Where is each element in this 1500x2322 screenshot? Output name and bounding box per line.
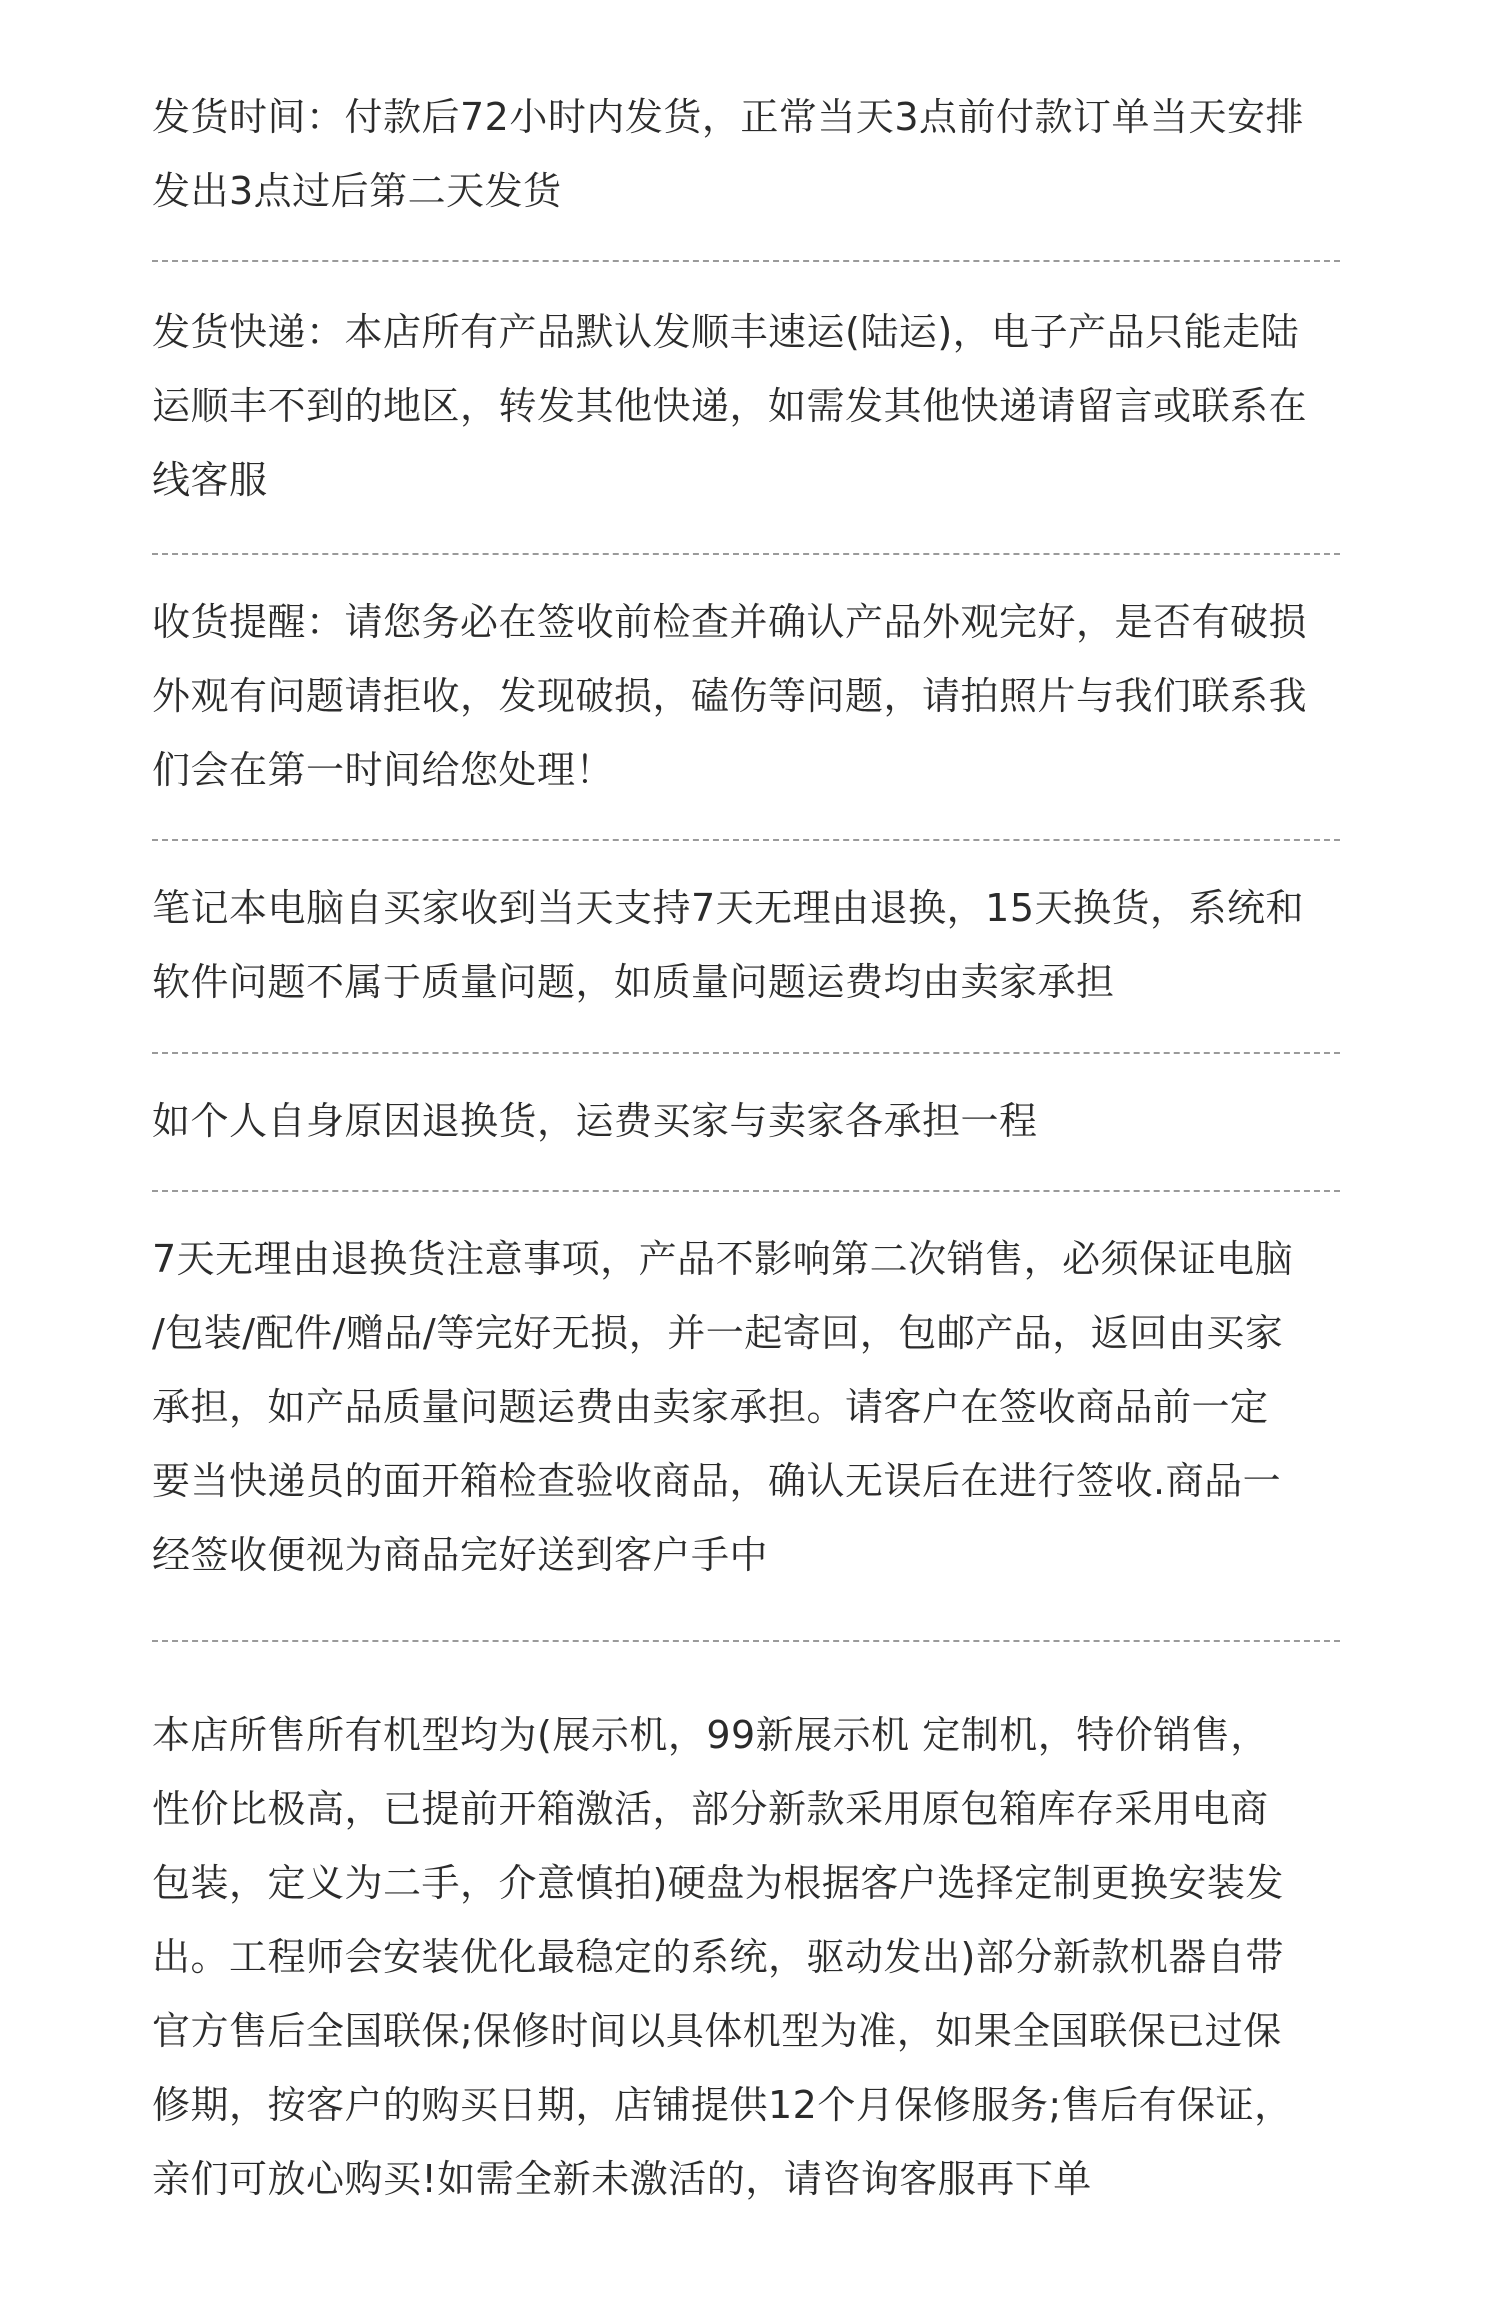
personal-return-section: [152, 1084, 1352, 1158]
return-policy-section: [152, 871, 1352, 1019]
text-line: 线客服: [152, 458, 268, 502]
text-line: 本店所售所有机型均为(展示机，99新展示机 定制机，特价销售，: [152, 1713, 1269, 1757]
text-line: 亲们可放心购买!如需全新未激活的，请咨询客服再下单: [152, 2157, 1092, 2201]
text-line: 发货时间：付款后72小时内发货，正常当天3点前付款订单当天安排: [152, 95, 1305, 139]
text-line: 收货提醒：请您务必在签收前检查并确认产品外观完好，是否有破损: [152, 600, 1308, 644]
policy-document: [152, 80, 1352, 2216]
text-line: 们会在第一时间给您处理！: [152, 748, 615, 792]
dashed-divider: [152, 1190, 1340, 1192]
dashed-divider: [152, 839, 1340, 841]
text-line: 发出3点过后第二天发货: [152, 169, 562, 213]
return-notes-section: [152, 1222, 1352, 1592]
text-line: 修期，按客户的购买日期，店铺提供12个月保修服务;售后有保证，: [152, 2083, 1293, 2127]
text-line: 要当快递员的面开箱检查验收商品，确认无误后在进行签收.商品一: [152, 1459, 1282, 1503]
text-line: 经签收便视为商品完好送到客户手中: [152, 1533, 769, 1577]
text-line: 性价比极高，已提前开箱激活，部分新款采用原包箱库存采用电商: [152, 1787, 1269, 1831]
text-line: 发货快递：本店所有产品默认发顺丰速运(陆运)，电子产品只能走陆: [152, 310, 1300, 354]
product-condition-section: [152, 1698, 1352, 2216]
text-line: 包装，定义为二手，介意慎拍)硬盘为根据客户选择定制更换安装发: [152, 1861, 1284, 1905]
text-line: 7天无理由退换货注意事项，产品不影响第二次销售，必须保证电脑: [152, 1237, 1294, 1281]
text-line: 如个人自身原因退换货，运费买家与卖家各承担一程: [152, 1099, 1038, 1143]
receipt-reminder-section: [152, 585, 1352, 807]
text-line: 运顺丰不到的地区，转发其他快递，如需发其他快递请留言或联系在: [152, 384, 1308, 428]
text-line: 软件问题不属于质量问题，如质量问题运费均由卖家承担: [152, 960, 1115, 1004]
courier-section: [152, 295, 1352, 517]
text-line: 官方售后全国联保;保修时间以具体机型为准，如果全国联保已过保: [152, 2009, 1282, 2053]
dashed-divider: [152, 1640, 1340, 1642]
text-line: 出。工程师会安装优化最稳定的系统，驱动发出)部分新款机器自带: [152, 1935, 1284, 1979]
dashed-divider: [152, 1052, 1340, 1054]
text-line: /包装/配件/赠品/等完好无损，并一起寄回，包邮产品，返回由买家: [152, 1311, 1284, 1355]
text-line: 外观有问题请拒收，发现破损，磕伤等问题，请拍照片与我们联系我: [152, 674, 1308, 718]
dashed-divider: [152, 553, 1340, 555]
dashed-divider: [152, 260, 1340, 262]
shipping-time-section: [152, 80, 1352, 228]
text-line: 承担，如产品质量问题运费由卖家承担。请客户在签收商品前一定: [152, 1385, 1269, 1429]
text-line: 笔记本电脑自买家收到当天支持7天无理由退换，15天换货，系统和: [152, 886, 1305, 930]
